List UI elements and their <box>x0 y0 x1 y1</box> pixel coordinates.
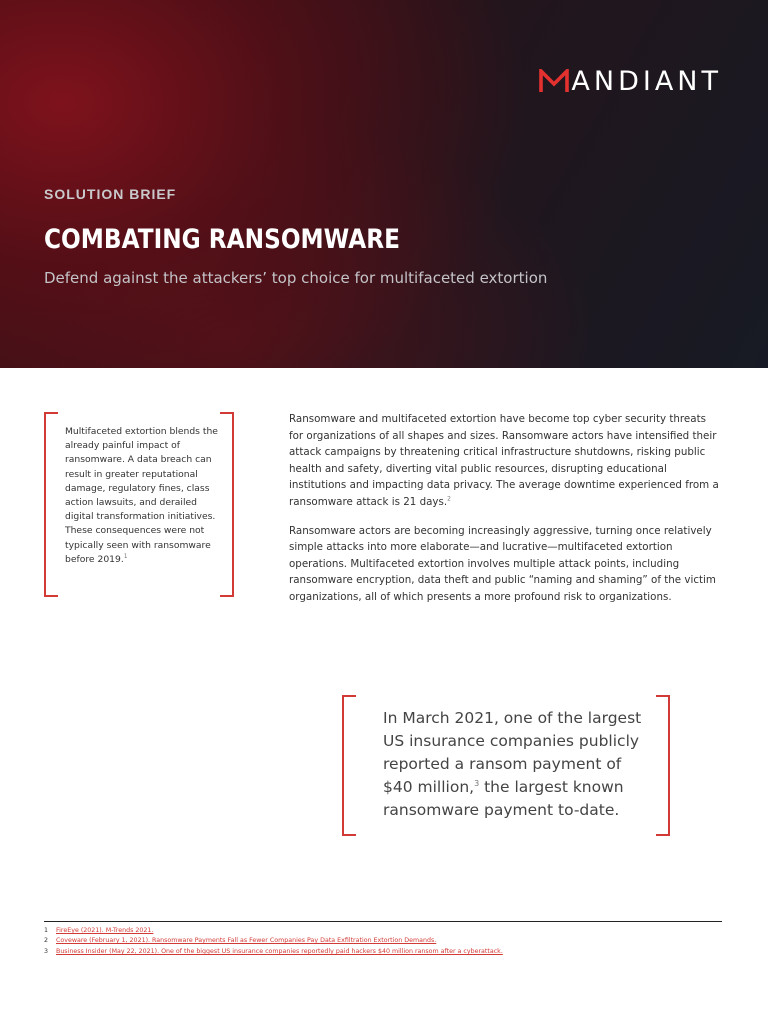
logo-wordmark: ANDIANT <box>571 65 722 97</box>
pull-quote-text-end: the largest known ransomware payment to-date. <box>383 778 624 819</box>
document-type-label: SOLUTION BRIEF <box>44 186 177 202</box>
footnote-number: 1 <box>44 927 49 934</box>
footnote-divider <box>44 921 722 922</box>
sidebar-note <box>65 425 225 567</box>
footnote-ref: 1 <box>123 552 128 560</box>
footnote-number: 3 <box>44 947 49 955</box>
body-paragraph <box>289 411 719 511</box>
page-title: COMBATING RANSOMWARE <box>44 224 400 255</box>
pull-quote-text: In March 2021, one of the largest US insurance companies publicly reported a ransom payment of $40 million, <box>383 709 642 796</box>
footnote-link[interactable]: Coveware (February 1, 2021). Ransomware Payments Fall as Fewer Companies Pay Data Exfiltration Extortion Demands. <box>56 937 437 945</box>
mandiant-logo <box>539 66 722 96</box>
body-paragraph-1-text: Ransomware and multifaceted extortion have become top cyber security threats for organizations of all shapes and sizes. Ransomware actors have intensified their attack campaigns by threatening critical infrastructure shutdowns, risking public health and safety, diverting vital public resources, disrupting educational institutions and impacting data privacy. The average downtime experienced from a ransomware attack is 21 days. <box>289 413 719 508</box>
sidebar-note-text: Multifaceted extortion blends the already painful impact of ransomware. A data breach can result in greater reputational damage, regulatory fines, class action lawsuits, and derailed digital transformation initiatives. These consequences were not typically seen with ransomware before 2019. <box>65 426 218 565</box>
footnote-item <box>44 926 744 936</box>
pull-quote <box>383 707 645 822</box>
page-subtitle: Defend against the attackers’ top choice for multifaceted extortion <box>44 269 548 287</box>
body-paragraph-2-text: Ransomware actors are becoming increasingly aggressive, turning once relatively simple attacks into more elaborate—and lucrative—multifaceted extortion operations. Multifaceted extortion involves multiple attack points, including ransomware encryption, data theft and public “naming and shaming” of the victim organizations, all of which presents a more profound risk to organizations. <box>289 524 716 603</box>
logo-m-icon <box>539 69 569 93</box>
footnote-item <box>44 947 744 957</box>
footnote-ref: 2 <box>447 495 451 503</box>
callout-bracket-right <box>656 695 670 836</box>
body-text <box>289 411 719 618</box>
sidebar-bracket-left <box>44 412 58 597</box>
footnote-ref: 3 <box>474 778 480 788</box>
footnotes <box>44 926 744 957</box>
footnote-number: 2 <box>44 937 49 945</box>
footnote-item <box>44 936 744 946</box>
body-paragraph <box>289 523 719 606</box>
footnote-link[interactable]: FireEye (2021). M-Trends 2021. <box>56 927 154 934</box>
callout-bracket-left <box>342 695 356 836</box>
footnote-link[interactable]: Business Insider (May 22, 2021). One of the biggest US insurance companies reportedly paid hackers $40 million ransom after a cyberattack. <box>56 947 503 955</box>
hero-banner <box>0 0 768 368</box>
